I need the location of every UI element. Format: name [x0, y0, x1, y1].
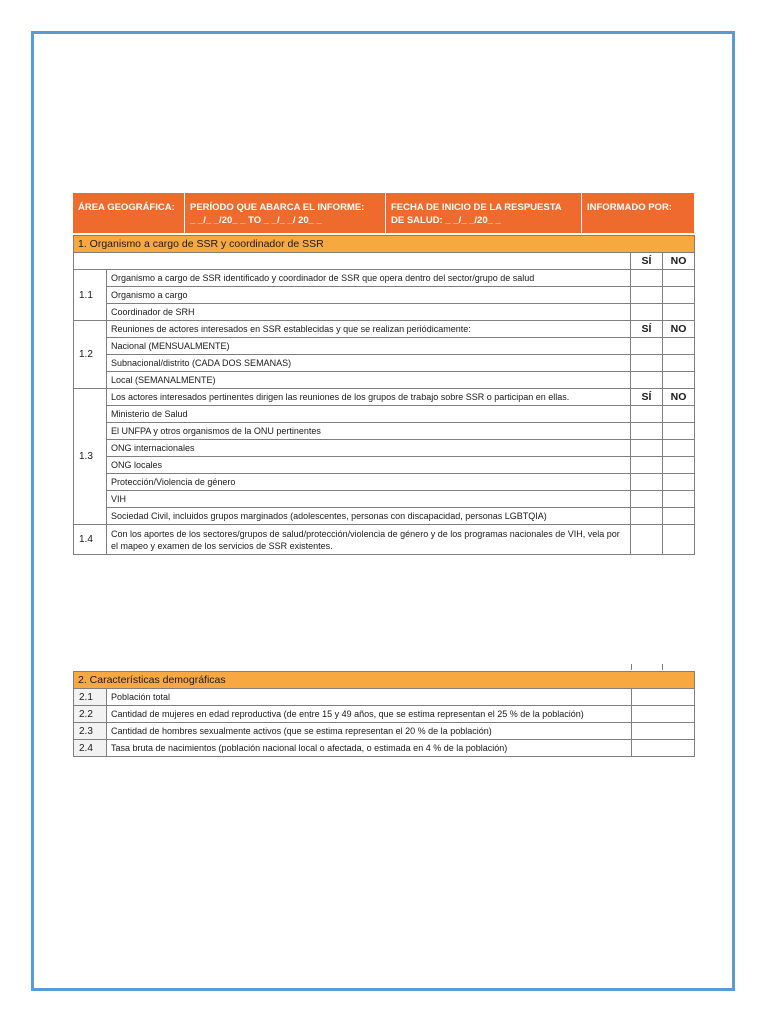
sub-item: Protección/Violencia de género: [107, 474, 631, 491]
sub-item: Nacional (MENSUALMENTE): [107, 338, 631, 355]
table-row: [74, 457, 695, 474]
yes-cell[interactable]: [631, 304, 663, 321]
yes-cell[interactable]: [631, 338, 663, 355]
no-header: NO: [663, 389, 695, 406]
section2-title-row: [74, 672, 695, 689]
table-row: [74, 270, 695, 287]
no-cell[interactable]: [663, 372, 695, 389]
section1-table: [73, 235, 695, 555]
section1-yn-row: [74, 253, 695, 270]
item-text: Cantidad de hombres sexualmente activos (que se estima representan el 20 % de la población): [107, 723, 632, 740]
item-number: 2.1: [74, 689, 107, 706]
yes-cell[interactable]: [631, 525, 663, 555]
table-row: [74, 355, 695, 372]
table-row: [74, 423, 695, 440]
table-row: [74, 723, 695, 740]
item-number: 1.4: [74, 525, 107, 555]
yes-cell[interactable]: [631, 406, 663, 423]
yes-header: SÍ: [631, 253, 663, 270]
yes-cell[interactable]: [631, 491, 663, 508]
value-cell[interactable]: [632, 723, 695, 740]
no-cell[interactable]: [663, 304, 695, 321]
table-row: [74, 287, 695, 304]
no-cell[interactable]: [663, 525, 695, 555]
section2-table: [73, 671, 695, 757]
item-number: 1.3: [74, 389, 107, 525]
table-row: [74, 406, 695, 423]
item-question: Organismo a cargo de SSR identificado y coordinador de SSR que opera dentro del sector/grupo de salud: [107, 270, 631, 287]
no-cell[interactable]: [663, 423, 695, 440]
header-start-date: FECHA DE INICIO DE LA RESPUESTA DE SALUD: _ _/_ _/20_ _: [386, 193, 582, 233]
item-question: Con los aportes de los sectores/grupos de salud/protección/violencia de género y de los programas nacionales de VIH, vela por el mapeo y examen de los servicios de SSR existentes.: [107, 525, 631, 555]
section1-title-row: [74, 236, 695, 253]
yes-cell[interactable]: [631, 440, 663, 457]
item-number: 1.1: [74, 270, 107, 321]
section1-title: 1. Organismo a cargo de SSR y coordinador de SSR: [74, 236, 695, 253]
table-row: [74, 525, 695, 555]
no-cell[interactable]: [663, 338, 695, 355]
section2-title: 2. Características demográficas: [74, 672, 695, 689]
table-row: [74, 474, 695, 491]
no-cell[interactable]: [663, 491, 695, 508]
table-row: [74, 706, 695, 723]
sub-item: Subnacional/distrito (CADA DOS SEMANAS): [107, 355, 631, 372]
item-text: Tasa bruta de nacimientos (población nacional local o afectada, o estimada en 4 % de la población): [107, 740, 632, 757]
table-row: [74, 338, 695, 355]
yes-cell[interactable]: [631, 474, 663, 491]
yes-cell[interactable]: [631, 423, 663, 440]
value-cell[interactable]: [632, 740, 695, 757]
no-header: NO: [663, 253, 695, 270]
sub-item: Local (SEMANALMENTE): [107, 372, 631, 389]
table-row: [74, 304, 695, 321]
no-cell[interactable]: [663, 508, 695, 525]
item-number: 1.2: [74, 321, 107, 389]
item-number: 2.4: [74, 740, 107, 757]
sub-item: ONG locales: [107, 457, 631, 474]
yes-cell[interactable]: [631, 508, 663, 525]
report-header: [73, 193, 694, 233]
sub-item: Ministerio de Salud: [107, 406, 631, 423]
table-row: [74, 389, 695, 406]
no-cell[interactable]: [663, 440, 695, 457]
sub-item: Coordinador de SRH: [107, 304, 631, 321]
no-cell[interactable]: [663, 270, 695, 287]
sub-item: ONG internacionales: [107, 440, 631, 457]
yes-header: SÍ: [631, 389, 663, 406]
item-question: Reuniones de actores interesados en SSR establecidas y que se realizan periódicamente:: [107, 321, 631, 338]
item-number: 2.2: [74, 706, 107, 723]
sub-item: VIH: [107, 491, 631, 508]
no-cell[interactable]: [663, 457, 695, 474]
value-cell[interactable]: [632, 706, 695, 723]
table-row: [74, 321, 695, 338]
yes-cell[interactable]: [631, 287, 663, 304]
sub-item: Sociedad Civil, incluidos grupos marginados (adolescentes, personas con discapacidad, personas LGBTQIA): [107, 508, 631, 525]
sub-item: Organismo a cargo: [107, 287, 631, 304]
no-header: NO: [663, 321, 695, 338]
sub-item: El UNFPA y otros organismos de la ONU pertinentes: [107, 423, 631, 440]
item-question: Los actores interesados pertinentes dirigen las reuniones de los grupos de trabajo sobre SSR o participan en ellas.: [107, 389, 631, 406]
yes-cell[interactable]: [631, 372, 663, 389]
item-text: Cantidad de mujeres en edad reproductiva (de entre 15 y 49 años, que se estima representan el 25 % de la población): [107, 706, 632, 723]
no-cell[interactable]: [663, 355, 695, 372]
item-number: 2.3: [74, 723, 107, 740]
column-mark: [662, 664, 663, 670]
table-row: [74, 440, 695, 457]
table-row: [74, 689, 695, 706]
no-cell[interactable]: [663, 474, 695, 491]
yes-cell[interactable]: [631, 270, 663, 287]
header-reported-by: INFORMADO POR:: [587, 202, 672, 213]
header-area: ÁREA GEOGRÁFICA:: [73, 193, 185, 233]
item-text: Población total: [107, 689, 632, 706]
value-cell[interactable]: [632, 689, 695, 706]
table-row: [74, 491, 695, 508]
yes-header: SÍ: [631, 321, 663, 338]
yes-cell[interactable]: [631, 457, 663, 474]
table-row: [74, 372, 695, 389]
column-mark: [631, 664, 632, 670]
no-cell[interactable]: [663, 287, 695, 304]
table-row: [74, 740, 695, 757]
header-period: PERÍODO QUE ABARCA EL INFORME: _ _/_ _/20_ _ TO _ _/_ _/ 20_ _: [185, 193, 386, 233]
yes-cell[interactable]: [631, 355, 663, 372]
table-row: [74, 508, 695, 525]
no-cell[interactable]: [663, 406, 695, 423]
